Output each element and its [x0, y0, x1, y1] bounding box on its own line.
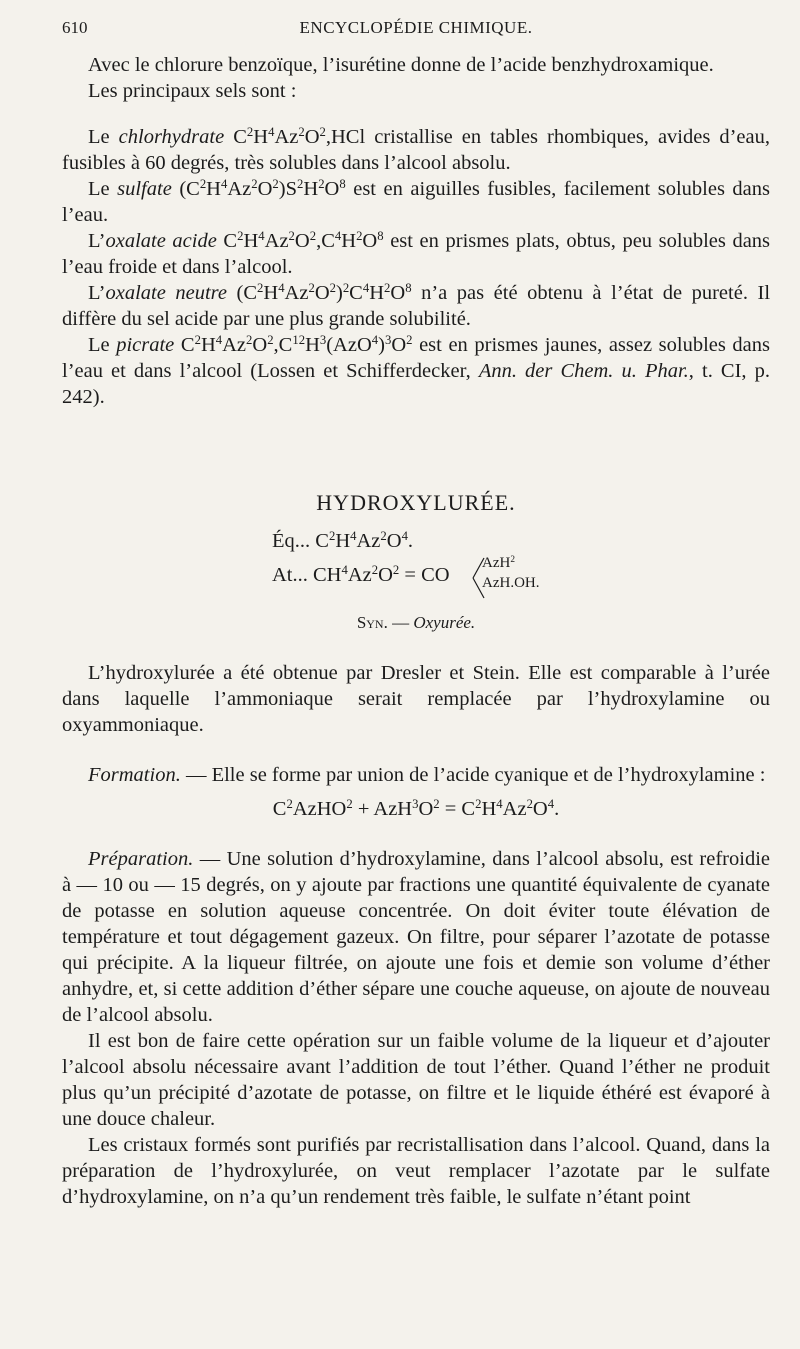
page-body	[62, 52, 770, 1210]
running-title: ENCYCLOPÉDIE CHIMIQUE.	[299, 18, 533, 37]
paragraph: Les cristaux formés sont purifiés par recristallisation dans l’alcool. Quand, dans la préparation de l’hydroxylurée, on veut remplacer l’azotate par le sulfate d’hydroxylamine, on n’a qu’un rendement très faible, le sulfate n’étant point	[62, 1134, 770, 1208]
salt-name: oxalate neutre	[105, 282, 227, 304]
formation-paragraph: Formation. — Elle se forme par union de l’acide cyanique et de l’hydroxylamine :	[88, 764, 766, 786]
page-number: 610	[62, 18, 88, 37]
formula: $C^2H^4Az^2O^2,C^{12}H^3(AzO^4)^3O^2$	[180, 333, 413, 356]
formula-branch	[472, 550, 542, 600]
formation-formula: $C^2AzHO^2 + AzH^3O^2 = C^2H^4Az^2O^4$.	[272, 797, 560, 820]
preparation-label: Préparation.	[88, 848, 194, 870]
paragraph: Il est bon de faire cette opération sur un faible volume de la liqueur et d’ajouter l’alcool absolu nécessaire avant l’addition de tout l’éther. Quand l’éther ne produit plus qu’un précipité d’azotate de potasse, on filtre et le liquide éthéré est évaporé à une douce chaleur.	[62, 1030, 770, 1130]
synonym: Syn. — Oxyurée.	[356, 613, 476, 632]
structural-formula	[62, 528, 770, 606]
salt-name: picrate	[116, 334, 175, 356]
formula: $C^2H^4Az^2O^2,C^4H^2O^8$	[223, 229, 384, 252]
preparation-paragraph: Préparation. — Une solution d’hydroxylamine, dans l’alcool absolu, est refroidie à — 10 ou — 15 degrés, on y ajoute par fractions une quantité équivalente de cyanate de potasse en solution aqueuse concentrée. On doit éviter toute élévation de température et tout dégagement gazeux. On filtre, pour séparer l’azotate de potasse qui précipite. A la liqueur filtrée, on ajoute une fois et demie son volume d’éther anhydre, et, si cette addition d’éther sépare une couche aqueuse, on ajoute de nouveau de l’alcool absolu.	[62, 848, 770, 1026]
atomic-formula: At... $CH^4Az^2O^2$ = CO	[272, 563, 450, 586]
equivalent-formula: Éq... $C^2H^4Az^2O^4$.	[272, 529, 414, 552]
formula: $(C^2H^4Az^2O^2)^2C^4H^2O^8$	[236, 281, 412, 304]
salt-oxalate-acide: L’oxalate acide $C^2H^4Az^2O^2,C^4H^2O^8$ est en prismes plats, obtus, peu solubles dans l’eau froide et dans l’alcool.	[62, 229, 771, 278]
intro-line: Avec le chlorure benzoïque, l’isurétine donne de l’acide benzhydroxamique.	[88, 54, 714, 76]
salt-name: chlorhydrate	[118, 126, 225, 148]
section-title: HYDROXYLURÉE.	[316, 490, 516, 515]
branch-bottom: AzH.OH.	[482, 575, 540, 591]
salt-name: sulfate	[117, 178, 172, 200]
intro-line: Les principaux sels sont :	[88, 80, 297, 102]
salt-sulfate: Le sulfate $(C^2H^4Az^2O^2)S^2H^2O^8$ est en aiguilles fusibles, facilement solubles dans l’eau.	[62, 177, 770, 226]
formation-label: Formation.	[88, 764, 181, 786]
salt-name: oxalate acide	[105, 230, 217, 252]
formula: $C^2H^4Az^2O^2,HCl$	[233, 125, 366, 148]
journal-reference: Ann. der Chem. u. Phar.	[478, 360, 689, 382]
branch-top: AzH$^2$	[482, 554, 515, 571]
salt-picrate: Le picrate $C^2H^4Az^2O^2,C^{12}H^3(AzO^4)^3O^2$ est en prismes jaunes, assez solubles dans l’eau et dans l’alcool (Lossen et Schifferdecker, Ann. der Chem. u. Phar., t. CI, p. 242).	[62, 333, 771, 408]
salt-oxalate-neutre: L’oxalate neutre $(C^2H^4Az^2O^2)^2C^4H^2O^8$ n’a pas été obtenu à l’état de pureté. Il diffère du sel acide par une plus grande solubilité.	[62, 281, 771, 330]
formula: $(C^2H^4Az^2O^2)S^2H^2O^8$	[179, 177, 346, 200]
salt-chlorhydrate: Le chlorhydrate $C^2H^4Az^2O^2,HCl$ cristallise en tables rhombiques, avides d’eau, fusibles à 60 degrés, très solubles dans l’alcool absolu.	[62, 125, 771, 174]
paragraph: L’hydroxylurée a été obtenue par Dresler et Stein. Elle est comparable à l’urée dans laquelle l’ammoniaque serait remplacée par l’hydroxylamine ou oxyammoniaque.	[62, 662, 770, 736]
running-header	[62, 18, 770, 42]
